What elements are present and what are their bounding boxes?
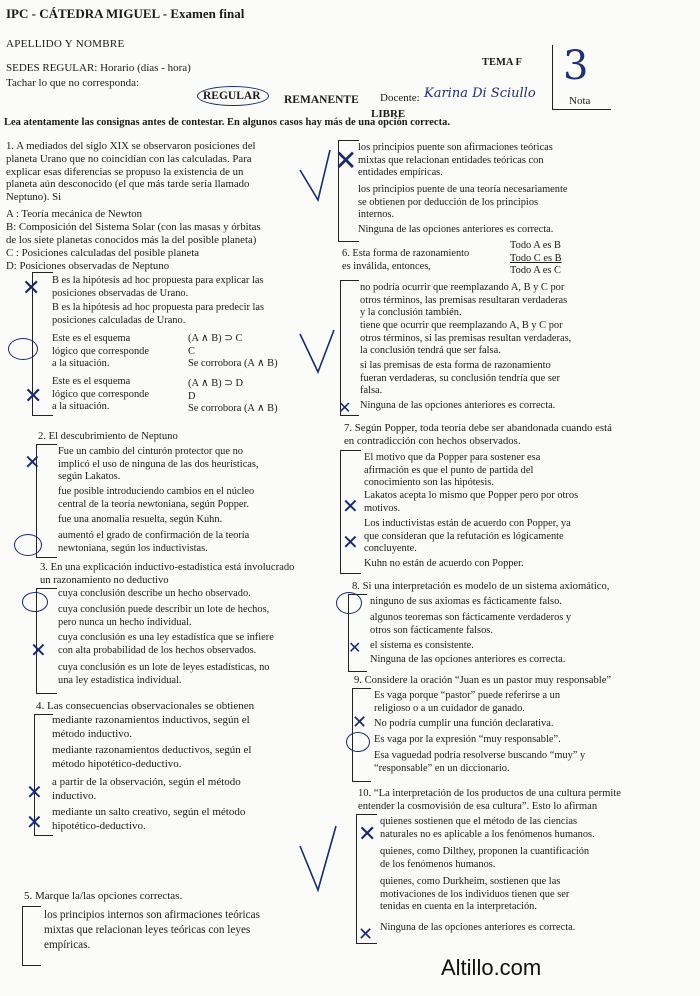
docente-label: Docente: xyxy=(380,92,420,104)
q1-stem: 1. A mediados del siglo XIX se observaron posiciones del planeta Urano que no coincidían con las calculadas. Para explicar esas diferencias se propuso la existencia de un planeta aún desconocido (el que más tarde sería llamado Neptuno). Si xyxy=(6,140,256,204)
nota-label: Nota xyxy=(569,95,591,107)
q8-option-2[interactable]: algunos teoremas son fácticamente verdaderos y otros son fácticamente falsos. xyxy=(370,612,572,636)
q8-option-4[interactable]: Ninguna de las opciones anteriores es correcta. xyxy=(370,654,566,665)
q1-option-3-formula: (A ∧ B) ⊃ C C Se corrobora (A ∧ B) xyxy=(188,333,278,370)
q2-option-1[interactable]: Fue un cambio del cinturón protector que no implicó el uso de ninguna de las dos heurísticas, según Lakatos. xyxy=(58,446,259,483)
x-mark-q8-opt3: ✕ xyxy=(348,638,362,657)
q1-option-1[interactable]: B es la hipótesis ad hoc propuesta para explicar las posiciones observadas de Urano. xyxy=(52,275,264,299)
q4-option-4[interactable]: mediante un salto creativo, según el método hipotético-deductivo. xyxy=(52,806,246,832)
q9-option-1[interactable]: Es vaga porque “pastor” puede referirse a un religioso o a un cuidador de ganado. xyxy=(374,690,561,714)
q3-option-1[interactable]: cuya conclusión describe un hecho observado. xyxy=(58,588,251,599)
q1-option-4-formula: (A ∧ B) ⊃ D D Se corrobora (A ∧ B) xyxy=(188,378,278,415)
x-mark-q6-opt4: ✕ xyxy=(338,398,352,417)
check-mark-q4 xyxy=(300,826,336,890)
q9-option-2[interactable]: No podría cumplir una función declarativa. xyxy=(374,718,554,729)
q8-stem: 8. Si una interpretación es modelo de un sistema axiomático, xyxy=(352,581,610,592)
q10-option-2[interactable]: quienes, como Dilthey, proponen la cuantificación de los fenómenos humanos. xyxy=(380,846,590,870)
tema-label: TEMA F xyxy=(482,57,522,68)
remanente-option: REMANENTE xyxy=(284,94,359,106)
q2-option-4[interactable]: aumentó el grado de confirmación de la teoría newtoniana, según los inductivistas. xyxy=(58,530,250,554)
x-mark-q10-opt1: ✕ xyxy=(358,822,377,847)
x-mark-q3-opt3: ✕ xyxy=(30,638,47,662)
q6-option-2[interactable]: tiene que ocurrir que reemplazando A, B y C por otros términos, si las premisas resultan verdaderas, la conclusión tendrá que ser falsa. xyxy=(360,320,572,357)
q5-option-2[interactable]: los principios puente son afirmaciones teóricas mixtas que relacionan entidades teóricas con entidades empíricas. xyxy=(358,142,553,179)
grade-value: 3 xyxy=(563,43,589,89)
check-mark-q1-formula xyxy=(300,330,334,372)
q4-stem: 4. Las consecuencias observacionales se obtienen xyxy=(36,700,255,712)
q7-stem: 7. Según Popper, toda teoría debe ser abandonada cuando está en contradicción con hechos observados. xyxy=(344,422,612,447)
q6-option-3[interactable]: si las premisas de esta forma de razonamiento fueran verdaderas, su conclusión tendría que ser falsa. xyxy=(360,360,560,397)
x-mark-q2-opt1: ✕ xyxy=(24,450,41,474)
q10-stem: 10. “La interpretación de los productos de una cultura permite entender la cosmovisión de esa cultura”. Esto lo afirman xyxy=(358,788,621,812)
q6-option-4[interactable]: Ninguna de las opciones anteriores es correcta. xyxy=(360,400,556,411)
q1-option-3[interactable]: Este es el esquema lógico que corresponde a la situación. xyxy=(52,333,149,370)
q7-option-1[interactable]: El motivo que da Popper para sostener esa afirmación es que el punto de partida del conocimiento son las hipótesis. xyxy=(364,452,541,489)
libre-option: LIBRE xyxy=(371,108,406,120)
q7-option-3[interactable]: Los inductivistas están de acuerdo con Popper, ya que consideran que la refutación es lógicamente concluyente. xyxy=(364,518,571,555)
q6-option-1[interactable]: no podría ocurrir que reemplazando A, B y C por otros términos, las premisas resultaran verdaderas y la conclusión también. xyxy=(360,282,568,319)
x-mark-q9-opt2: ✕ xyxy=(352,712,368,733)
q3-stem: 3. En una explicación inductivo-estadística está involucrado un razonamiento no deductivo xyxy=(40,562,295,586)
q4-option-1[interactable]: mediante razonamientos inductivos, según el método inductivo. xyxy=(52,714,250,740)
name-label: APELLIDO Y NOMBRE xyxy=(6,38,125,50)
instructions: Lea atentamente las consignas antes de contestar. En algunos casos hay más de una opción correcta. xyxy=(4,117,450,128)
q4-option-3[interactable]: a partir de la observación, según el método inductivo. xyxy=(52,776,241,802)
tachar-line: Tachar lo que no corresponda: xyxy=(6,77,140,89)
q3-option-4[interactable]: cuya conclusión es un lote de leyes estadísticas, no una ley estadística individual. xyxy=(58,662,270,686)
q9-option-4[interactable]: Esa vaguedad podría resolverse buscando “muy” y “responsable” en un diccionario. xyxy=(374,750,586,774)
q10-option-1[interactable]: quienes sostienen que el método de las ciencias naturales no es aplicable a los fenómenos humanos. xyxy=(380,816,595,840)
check-mark-q1 xyxy=(300,150,330,200)
q1-option-2[interactable]: B es la hipótesis ad hoc propuesta para predecir las posiciones calculadas de Urano. xyxy=(52,302,265,326)
q2-stem: 2. El descubrimiento de Neptuno xyxy=(38,431,178,442)
x-mark-q7-opt2: ✕ xyxy=(342,494,359,518)
q2-option-2[interactable]: fue posible introduciendo cambios en el núcleo central de la teoría newtoniana, según Popper. xyxy=(58,486,255,510)
x-mark-q4-opt4: ✕ xyxy=(26,810,43,834)
q9-stem: 9. Considere la oración “Juan es un pastor muy responsable” xyxy=(354,675,612,686)
q6-stem: 6. Esta forma de razonamiento es inválida, entonces, xyxy=(342,248,470,272)
q1-option-4[interactable]: Este es el esquema lógico que corresponde a la situación. xyxy=(52,376,149,413)
x-mark-q5-opt2: ✕ xyxy=(334,144,358,177)
q2-option-3[interactable]: fue una anomalía resuelta, según Kuhn. xyxy=(58,514,223,525)
q10-option-3[interactable]: quienes, como Durkheim, sostienen que las motivaciones de los individuos tienen que ser tenidas en cuenta en la interpretación. xyxy=(380,876,570,913)
q7-option-4[interactable]: Kuhn no están de acuerdo con Popper. xyxy=(364,558,524,569)
regular-option: REGULAR xyxy=(203,90,261,102)
q5-stem: 5. Marque la/las opciones correctas. xyxy=(24,890,183,902)
q3-option-3[interactable]: cuya conclusión es una ley estadística que se infiere con alta probabilidad de los hechos observados. xyxy=(58,632,274,656)
q7-option-2[interactable]: Lakatos acepta lo mismo que Popper pero por otros motivos. xyxy=(364,490,579,514)
x-mark-q7-opt3: ✕ xyxy=(342,530,359,554)
q5-option-4[interactable]: Ninguna de las opciones anteriores es correcta. xyxy=(358,224,554,235)
q5-option-3[interactable]: los principios puente de una teoría necesariamente se obtienen por deducción de los principios internos. xyxy=(358,184,568,221)
watermark: Altillo.com xyxy=(441,955,542,980)
x-mark-q1-opt4: ✕ xyxy=(24,384,43,409)
exam-title: IPC - CÁTEDRA MIGUEL - Examen final xyxy=(6,6,245,21)
x-mark-q1-opt1: ✕ xyxy=(22,276,41,301)
x-mark-q10-opt4: ✕ xyxy=(358,924,374,945)
docente-value: Karina Di Sciullo xyxy=(424,86,536,101)
q9-option-3[interactable]: Es vaga por la expresión “muy responsable”. xyxy=(374,734,561,745)
x-mark-q4-opt3: ✕ xyxy=(26,780,43,804)
q1-definitions: A : Teoría mecánica de Newton B: Composición del Sistema Solar (con las masas y órbitas de los siete planetas conocidos más la del posible planeta) C : Posiciones calculadas del posible planeta D: Posiciones observadas de Neptuno xyxy=(6,208,261,272)
q4-option-2[interactable]: mediante razonamientos deductivos, según el método hipotético-deductivo. xyxy=(52,744,252,770)
q6-scheme: Todo A es B Todo C es B Todo A es C xyxy=(510,240,562,277)
q8-option-1[interactable]: ninguno de sus axiomas es fácticamente falso. xyxy=(370,596,562,607)
q5-option-1[interactable]: los principios internos son afirmaciones teóricas mixtas que relacionan leyes teóricas con leyes empíricas. xyxy=(44,909,260,951)
sedes-line: SEDES REGULAR: Horario (días - hora) xyxy=(6,62,191,74)
q8-option-3[interactable]: el sistema es consistente. xyxy=(370,640,474,651)
q10-option-4[interactable]: Ninguna de las opciones anteriores es correcta. xyxy=(380,922,576,933)
q3-option-2[interactable]: cuya conclusión puede describir un lote de hechos, pero nunca un hecho individual. xyxy=(58,604,270,628)
